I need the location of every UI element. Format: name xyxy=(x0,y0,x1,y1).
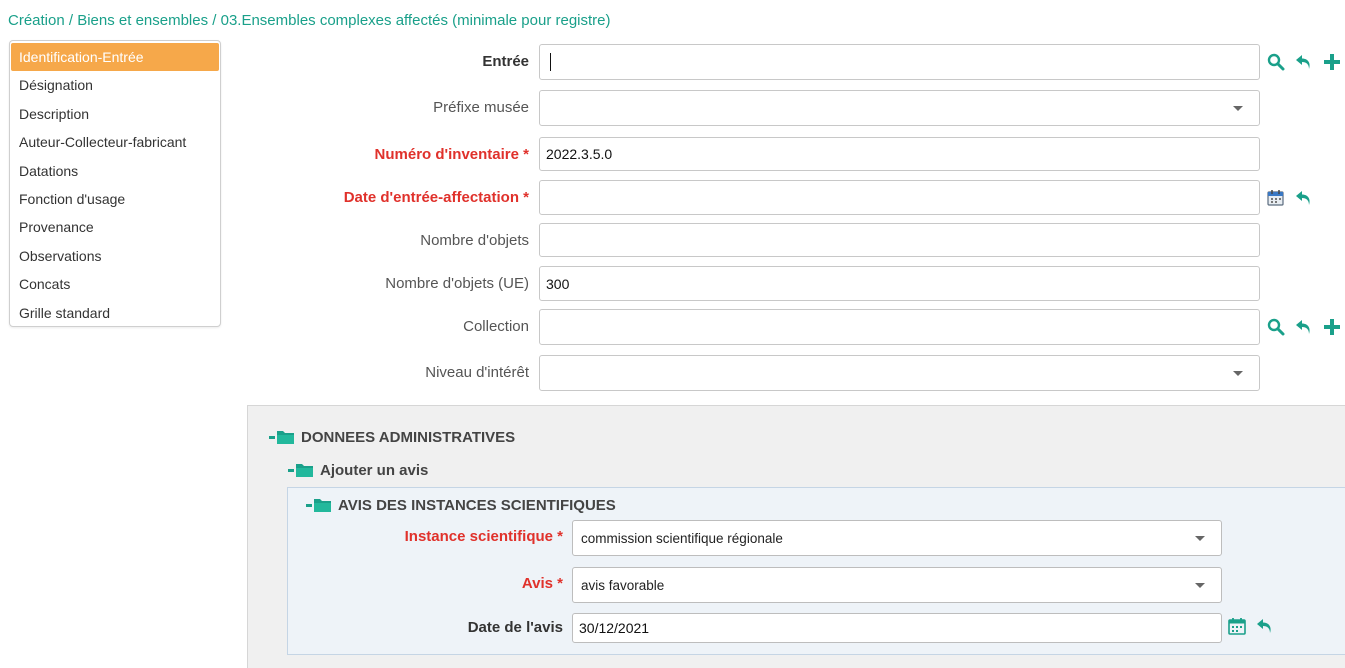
undo-icon[interactable] xyxy=(1294,188,1314,208)
sidebar-item-provenance[interactable]: Provenance xyxy=(19,219,94,236)
folder-tree-icon xyxy=(306,496,332,514)
instance-scientifique-select[interactable]: commission scientifique régionale xyxy=(572,520,1222,556)
sidebar-item-grille-standard[interactable]: Grille standard xyxy=(19,304,111,321)
numero-inventaire-input[interactable]: 2022.3.5.0 xyxy=(539,137,1260,171)
admin-section-header[interactable] xyxy=(269,428,515,446)
avis-label: Avis * xyxy=(521,575,563,592)
calendar-icon[interactable] xyxy=(1227,616,1247,636)
row-niveau-interet xyxy=(248,355,1345,393)
plus-icon[interactable] xyxy=(1322,52,1342,72)
search-icon[interactable] xyxy=(1266,52,1286,72)
folder-tree-icon xyxy=(269,428,295,446)
undo-icon[interactable] xyxy=(1255,616,1275,636)
entree-label: Entrée xyxy=(482,53,529,70)
sidebar-item-fonction-usage[interactable]: Fonction d'usage xyxy=(19,190,126,207)
sidebar-item-observations[interactable]: Observations xyxy=(19,247,102,264)
sidebar-item-datations[interactable]: Datations xyxy=(19,162,79,179)
calendar-icon[interactable] xyxy=(1266,188,1286,208)
entree-input[interactable] xyxy=(539,44,1260,80)
collection-label: Collection xyxy=(463,318,529,335)
collection-actions xyxy=(1266,317,1342,337)
row-date-avis xyxy=(287,612,1345,648)
date-avis-label: Date de l'avis xyxy=(467,619,563,636)
row-entree xyxy=(248,44,1345,82)
admin-section-title: DONNEES ADMINISTRATIVES xyxy=(301,428,516,446)
search-icon[interactable] xyxy=(1266,317,1286,337)
row-nombre-objets xyxy=(248,223,1345,261)
sidebar-item-description[interactable]: Description xyxy=(19,105,90,122)
nombre-objets-input[interactable] xyxy=(539,223,1260,257)
row-date-entree xyxy=(248,180,1345,218)
add-avis-label: Ajouter un avis xyxy=(320,461,429,479)
avis-section-header[interactable] xyxy=(306,496,616,514)
date-entree-label: Date d'entrée-affectation * xyxy=(343,189,529,206)
niveau-interet-select[interactable] xyxy=(539,355,1260,391)
row-collection xyxy=(248,309,1345,347)
plus-icon[interactable] xyxy=(1322,317,1342,337)
nombre-objets-ue-label: Nombre d'objets (UE) xyxy=(385,275,529,292)
prefixe-musee-label: Préfixe musée xyxy=(433,99,529,116)
text-caret xyxy=(550,53,551,71)
row-numero-inventaire xyxy=(248,137,1345,175)
sidebar-nav xyxy=(9,40,221,327)
collection-input[interactable] xyxy=(539,309,1260,345)
add-avis-header[interactable] xyxy=(288,461,428,479)
sidebar-item-concats[interactable]: Concats xyxy=(19,276,71,293)
sidebar-item-auteur[interactable]: Auteur-Collecteur-fabricant xyxy=(19,134,187,151)
date-entree-input[interactable] xyxy=(539,180,1260,215)
nombre-objets-ue-input[interactable]: 300 xyxy=(539,266,1260,301)
row-nombre-objets-ue xyxy=(248,266,1345,304)
undo-icon[interactable] xyxy=(1294,52,1314,72)
folder-tree-icon xyxy=(288,461,314,479)
instance-scientifique-label: Instance scientifique * xyxy=(404,528,563,545)
row-avis xyxy=(287,567,1345,603)
row-instance-scientifique xyxy=(287,520,1345,556)
sidebar-item-designation[interactable]: Désignation xyxy=(19,77,93,94)
niveau-interet-label: Niveau d'intérêt xyxy=(425,364,529,381)
date-avis-input[interactable]: 30/12/2021 xyxy=(572,613,1222,643)
avis-select[interactable]: avis favorable xyxy=(572,567,1222,603)
undo-icon[interactable] xyxy=(1294,317,1314,337)
avis-section-title: AVIS DES INSTANCES SCIENTIFIQUES xyxy=(338,496,616,514)
sidebar-item-identification-entree[interactable]: Identification-Entrée xyxy=(11,43,219,71)
breadcrumb: Création / Biens et ensembles / 03.Ensembles complexes affectés (minimale pour registre) xyxy=(8,12,611,29)
prefixe-musee-select[interactable] xyxy=(539,90,1260,126)
date-entree-actions xyxy=(1266,188,1314,208)
numero-inventaire-label: Numéro d'inventaire * xyxy=(374,146,529,163)
entree-actions xyxy=(1266,52,1342,72)
date-avis-actions xyxy=(1227,616,1275,636)
row-prefixe-musee xyxy=(248,90,1345,128)
nombre-objets-label: Nombre d'objets xyxy=(420,232,529,249)
